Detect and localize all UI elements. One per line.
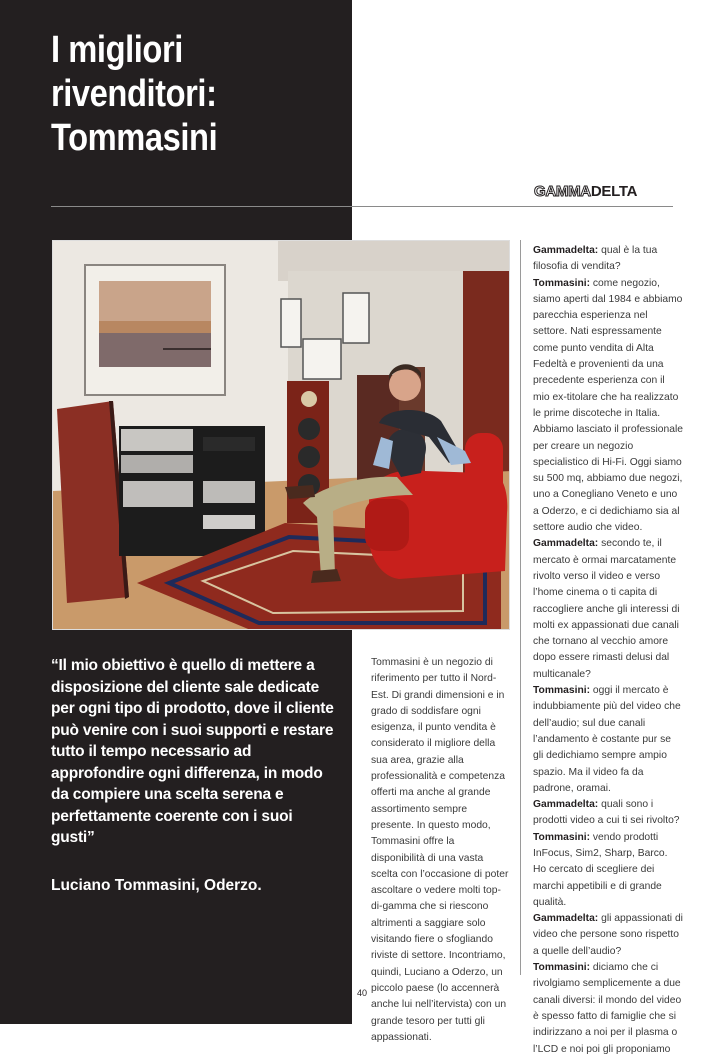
title-line-1: I migliori [51,29,183,71]
answer-text: diciamo che ci rivolgiamo semplicemente a due canali diversi: il mondo del video è spesso fatto di famiglie che si indirizzano a noi per il plasma o l’LCD e noi poi gli proponiamo [533,962,682,1055]
interview-paragraph [533,243,683,276]
store-photo [52,240,510,630]
answer-text: quali sono i prodotti video a cui ti sei rivolto? [533,799,680,827]
interview-paragraph [533,683,683,797]
speaker-label: Gammadelta: [533,913,599,925]
header-divider [51,206,673,207]
logo-gamma: GAMMA [534,183,591,200]
quote-author: Luciano Tommasini, Oderzo. [51,877,262,894]
gammadelta-logo [534,183,673,201]
interview-paragraph [533,960,683,1058]
column-divider [520,240,521,975]
page-number: 40 [356,988,367,998]
title-line-3: Tommasini [51,117,218,159]
speaker-label: Tommasini: [533,831,591,843]
interview-paragraph [533,911,683,960]
answer-text: gli appassionati di video che persone sono rispetto a quelle dell’audio? [533,913,683,957]
logo-delta: DELTA [590,183,638,200]
speaker-label: Gammadelta: [533,538,599,550]
answer-text: secondo te, il mercato è ormai marcatamente rivolto verso il video e verso l’home cinema o ti capita di raccogliere anche gli interessi di molti ex appassionati due canali che tornano al vecchio amore dopo essere rimasti delusi dal multicanale? [533,538,680,680]
speaker-label: Gammadelta: [533,799,599,811]
speaker-label: Tommasini: [533,962,591,974]
answer-text: oggi il mercato è indubbiamente più del video che dell’audio; sul due canali l’andamento è costante pur se gli dedichiamo sempre ampio spazio. Ma il video fa da padrone, oramai. [533,685,681,794]
intro-text: Tommasini è un negozio di riferimento per tutto il Nord-Est. Di grandi dimensioni e in grado di soddisfare ogni esigenza, il punto vendita è considerato il migliore della sua area, grazie alla professionalità e competenza offerti ma anche al grande assortimento sempre presente. In questo modo, Tommasini offre la disponibilità di una vasta scelta con l’occasione di poter ascoltare o vedere molti top-di-gamma che si riescono altrimenti a saggiare solo visitando fiere o sfogliando riviste di settore. Incontriamo, quindi, Luciano a Oderzo, un piccolo paese (lo accennerà anche lui nell’itervista) con un grande tesoro per tutti gli appassionati. [371,657,509,1043]
interview-paragraph [533,830,683,911]
answer-text: qual è la tua filosofia di vendita? [533,245,658,273]
store-photo-illustration [53,241,510,630]
speaker-label: Gammadelta: [533,245,599,256]
title-line-2: rivenditori: [51,73,217,115]
speaker-label: Tommasini: [533,277,591,289]
pull-quote: “Il mio obiettivo è quello di mettere a disposizione del cliente sale dedicate per ogni tipo di prodotto, dove il cliente può venire con i suoi supporti e restare tutto il tempo necessario ad approfondire ogni differenza, in modo da compiere una scelta serena e perfettamente coerente con i suoi gusti” [51,657,334,846]
interview-paragraph [533,276,683,537]
speaker-label: Tommasini: [533,685,591,697]
interview-paragraph [533,797,683,830]
interview-column [533,243,683,1058]
interview-paragraph [533,536,683,683]
answer-text: vendo prodotti InFocus, Sim2, Sharp, Barco. Ho cercato di scegliere dei marchi appetibili e di grande qualità. [533,831,668,908]
article-title [51,28,300,160]
answer-text: come negozio, siamo aperti dal 1984 e abbiamo parecchia esperienza nel settore. Nati espressamente come punto vendita di Alta Fedeltà e provenienti da una precedente esperienza con il mio ex-titolare che ha realizzato le prime discoteche in Italia. Abbiamo lasciato il professionale per creare un negozio specialistico di Hi-Fi. Oggi siamo su 500 mq, abbiamo due negozi, uno a Conegliano Veneto e uno a Oderzo, e ci dedichiamo sia al settore audio che video. [533,277,683,534]
